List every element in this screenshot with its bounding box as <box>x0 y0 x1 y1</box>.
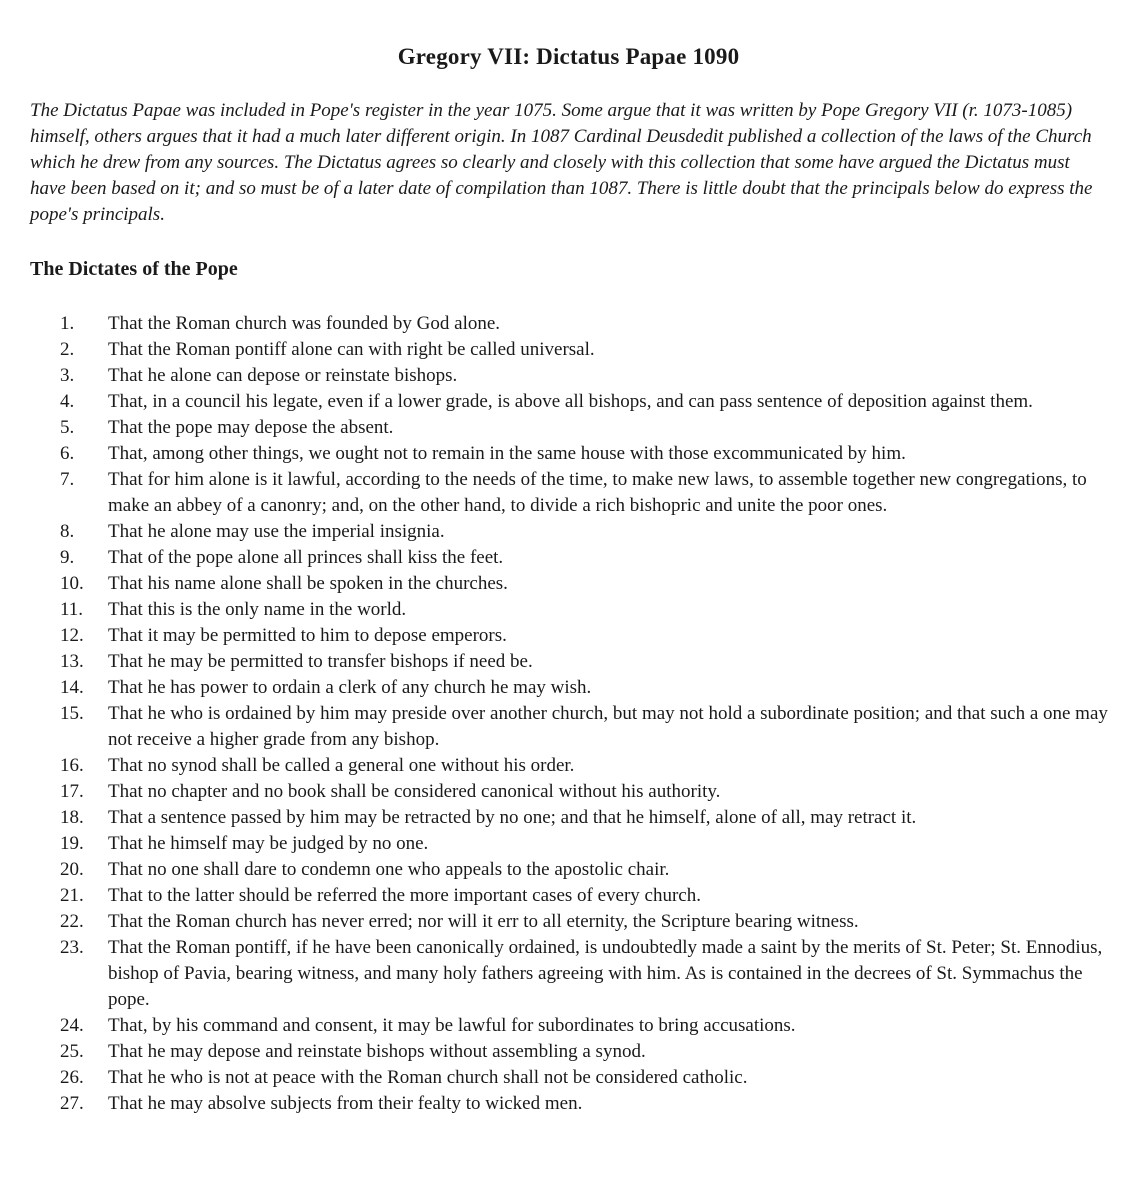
dictate-text: That he has power to ordain a clerk of any church he may wish. <box>108 677 592 698</box>
dictate-item <box>60 831 1120 857</box>
dictate-item <box>60 623 1120 649</box>
dictate-text: That he may depose and reinstate bishops without assembling a synod. <box>108 1041 646 1062</box>
dictate-text: That the Roman pontiff, if he have been canonically ordained, is undoubtedly made a saint by the merits of St. Peter; St. Ennodius, bishop of Pavia, bearing witness, and many holy fathers agreeing with him. As is contained in the decrees of St. Symmachus the pope. <box>108 937 1103 1010</box>
dictate-text: That it may be permitted to him to depose emperors. <box>108 625 507 646</box>
dictate-text: That the Roman pontiff alone can with right be called universal. <box>108 339 595 360</box>
dictate-number: 26. <box>60 1067 84 1088</box>
dictate-number: 7. <box>60 469 75 490</box>
dictate-item <box>60 1091 1120 1117</box>
dictate-text: That no synod shall be called a general one without his order. <box>108 755 575 776</box>
dictate-number: 12. <box>60 625 84 646</box>
dictate-item <box>60 571 1120 597</box>
dictate-item <box>60 467 1120 519</box>
dictate-number: 8. <box>60 521 75 542</box>
dictate-text: That a sentence passed by him may be retracted by no one; and that he himself, alone of all, may retract it. <box>108 807 917 828</box>
dictate-text: That, by his command and consent, it may be lawful for subordinates to bring accusations. <box>108 1015 796 1036</box>
section-heading: The Dictates of the Pope <box>30 258 238 280</box>
dictate-text: That the Roman church was founded by God alone. <box>108 313 501 334</box>
dictate-number: 13. <box>60 651 84 672</box>
dictate-text: That the Roman church has never erred; nor will it err to all eternity, the Scripture bearing witness. <box>108 911 859 932</box>
dictate-text: That no chapter and no book shall be considered canonical without his authority. <box>108 781 721 802</box>
dictate-item <box>60 415 1120 441</box>
dictate-text: That he alone may use the imperial insignia. <box>108 521 445 542</box>
dictate-item <box>60 441 1120 467</box>
dictate-number: 20. <box>60 859 84 880</box>
dictate-text: That for him alone is it lawful, according to the needs of the time, to make new laws, to assemble together new congregations, to make an abbey of a canonry; and, on the other hand, to divide a rich bishopric and unite the poor ones. <box>108 469 1087 516</box>
intro-paragraph: The Dictatus Papae was included in Pope's register in the year 1075. Some argue that it was written by Pope Gregory VII (r. 1073-1085) himself, others argues that it had a much later different origin. In 1087 Cardinal Deusdedit published a collection of the laws of the Church which he drew from any sources. The Dictatus agrees so clearly and closely with this collection that some have argued the Dictatus must have been based on it; and so must be of a later date of compilation than 1087. There is little doubt that the principals below do express the pope's principals. <box>30 100 1093 225</box>
dictate-item <box>60 519 1120 545</box>
dictate-item <box>60 909 1120 935</box>
dictate-number: 17. <box>60 781 84 802</box>
dictate-text: That, among other things, we ought not to remain in the same house with those excommunicated by him. <box>108 443 906 464</box>
dictate-text: That of the pope alone all princes shall kiss the feet. <box>108 547 504 568</box>
dictate-text: That he alone can depose or reinstate bishops. <box>108 365 458 386</box>
dictate-number: 14. <box>60 677 84 698</box>
dictate-text: That his name alone shall be spoken in the churches. <box>108 573 508 594</box>
dictate-text: That he may absolve subjects from their fealty to wicked men. <box>108 1093 583 1114</box>
dictate-number: 3. <box>60 365 75 386</box>
dictate-item <box>60 753 1120 779</box>
dictate-item <box>60 1039 1120 1065</box>
dictate-number: 18. <box>60 807 84 828</box>
dictate-item <box>60 597 1120 623</box>
dictate-number: 4. <box>60 391 75 412</box>
dictate-item <box>60 545 1120 571</box>
dictate-number: 23. <box>60 937 84 958</box>
dictate-item <box>60 363 1120 389</box>
dictate-text: That, in a council his legate, even if a lower grade, is above all bishops, and can pass sentence of deposition against them. <box>108 391 1033 412</box>
dictate-item <box>60 1013 1120 1039</box>
dictate-text: That the pope may depose the absent. <box>108 417 394 438</box>
dictate-item <box>60 883 1120 909</box>
dictate-number: 9. <box>60 547 75 568</box>
dictate-number: 21. <box>60 885 84 906</box>
dictate-text: That this is the only name in the world. <box>108 599 407 620</box>
dictate-text: That no one shall dare to condemn one who appeals to the apostolic chair. <box>108 859 670 880</box>
dictate-number: 24. <box>60 1015 84 1036</box>
dictate-text: That to the latter should be referred the more important cases of every church. <box>108 885 701 906</box>
dictate-item <box>60 311 1120 337</box>
dictate-number: 15. <box>60 703 84 724</box>
dictate-item <box>60 779 1120 805</box>
dictate-item <box>60 389 1120 415</box>
dictate-text: That he may be permitted to transfer bishops if need be. <box>108 651 533 672</box>
dictate-number: 2. <box>60 339 75 360</box>
dictate-number: 22. <box>60 911 84 932</box>
dictate-item <box>60 675 1120 701</box>
dictate-number: 5. <box>60 417 75 438</box>
dictate-item <box>60 649 1120 675</box>
dictate-item <box>60 857 1120 883</box>
dictate-number: 16. <box>60 755 84 776</box>
dictate-number: 11. <box>60 599 84 620</box>
dictate-item <box>60 805 1120 831</box>
dictates-list <box>60 311 1120 1117</box>
dictate-number: 19. <box>60 833 84 854</box>
dictate-number: 25. <box>60 1041 84 1062</box>
dictate-item <box>60 935 1120 1013</box>
dictate-item <box>60 337 1120 363</box>
dictate-number: 27. <box>60 1093 84 1114</box>
dictate-number: 10. <box>60 573 84 594</box>
dictate-text: That he who is ordained by him may preside over another church, but may not hold a subordinate position; and that such a one may not receive a higher grade from any bishop. <box>108 703 1108 750</box>
dictate-number: 1. <box>60 313 75 334</box>
dictate-item <box>60 701 1120 753</box>
dictate-text: That he who is not at peace with the Roman church shall not be considered catholic. <box>108 1067 748 1088</box>
dictate-number: 6. <box>60 443 75 464</box>
dictate-text: That he himself may be judged by no one. <box>108 833 429 854</box>
page-title: Gregory VII: Dictatus Papae 1090 <box>397 44 740 69</box>
dictate-item <box>60 1065 1120 1091</box>
